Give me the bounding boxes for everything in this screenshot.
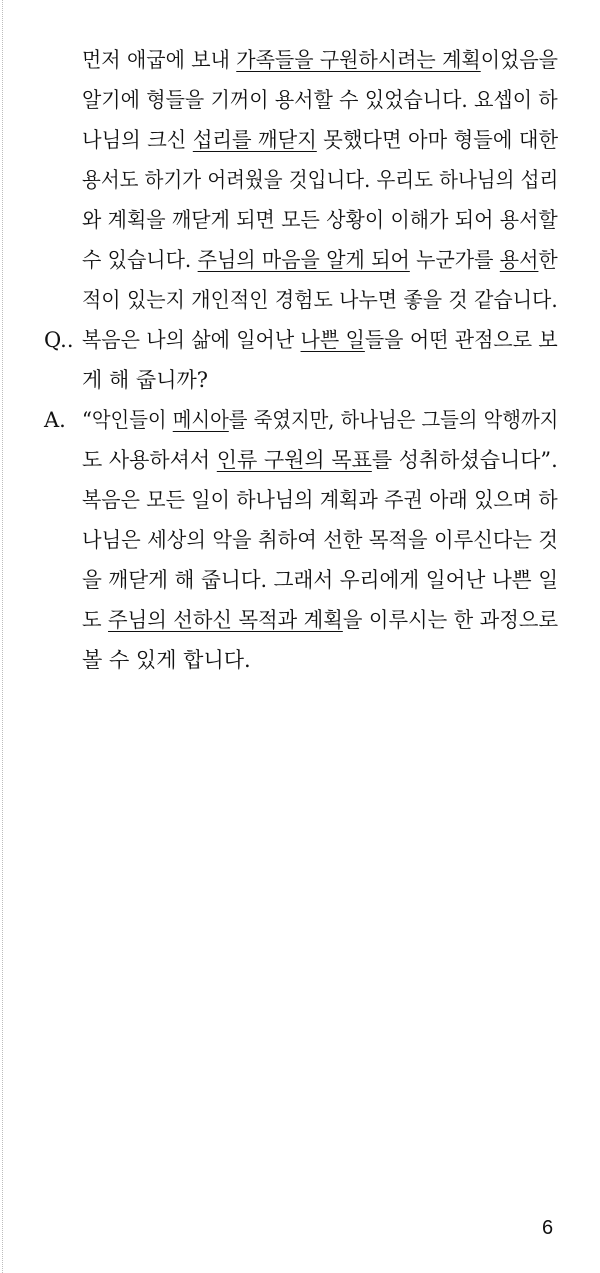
text-run: 복음은 나의 삶에 일어난	[82, 328, 301, 352]
underlined-phrase: 가족들을 구원하시려는 계획	[236, 48, 481, 72]
paragraph-line	[82, 120, 558, 160]
underlined-phrase: 섭리를 깨닫지	[192, 128, 317, 152]
page-left-border	[2, 0, 3, 1273]
text-run: 이었음을	[480, 48, 558, 72]
answer-line: 을 깨닫게 해 줍니다. 그래서 우리에게 일어난 나쁜 일	[82, 568, 559, 592]
text-run: 를 죽였지만, 하나님은 그들의 악행까지	[228, 408, 559, 432]
answer-line	[82, 600, 558, 640]
text-run: 먼저 애굽에 보내	[82, 48, 237, 72]
text-run: 를 성취하셨습니다”.	[371, 448, 558, 472]
text-run: 도	[82, 608, 109, 632]
answer-line	[82, 400, 558, 440]
paragraph-line: 적이 있는지 개인적인 경험도 나누면 좋을 것 같습니다.	[82, 288, 558, 312]
question-line	[82, 320, 558, 360]
underlined-phrase: 용서	[499, 248, 539, 272]
question-line: 게 해 줍니까?	[82, 368, 209, 392]
underlined-phrase: 메시아	[172, 408, 229, 432]
paragraph-line: 용서도 하기가 어려웠을 것입니다. 우리도 하나님의 섭리	[82, 168, 559, 192]
page-number: 6	[542, 1217, 554, 1239]
text-run: 누군가를	[409, 248, 500, 272]
text-run: 못했다면 아마 형들에 대한	[316, 128, 559, 152]
answer-line: 복음은 모든 일이 하나님의 계획과 주권 아래 있으며 하	[82, 488, 558, 512]
text-run: 들을 어떤 관점으로 보	[364, 328, 558, 352]
answer-line	[82, 440, 558, 480]
underlined-phrase: 나쁜 일	[300, 328, 365, 352]
text-run: 도 사용하셔서	[82, 448, 217, 472]
text-run: 나님의 크신	[82, 128, 193, 152]
text-run: 수 있습니다.	[82, 248, 198, 272]
text-run: 을 이루시는 한 과정으로	[342, 608, 559, 632]
answer-line: 나님은 세상의 악을 취하여 선한 목적을 이루신다는 것	[82, 528, 559, 552]
answer-line: 볼 수 있게 합니다.	[82, 648, 251, 672]
paragraph-line: 알기에 형들을 기꺼이 용서할 수 있었습니다. 요셉이 하	[82, 88, 558, 112]
paragraph-line	[82, 40, 558, 80]
text-run: “악인들이	[82, 408, 173, 432]
paragraph-line: 와 계획을 깨닫게 되면 모든 상황이 이해가 되어 용서할	[82, 208, 558, 232]
underlined-phrase: 인류 구원의 목표	[216, 448, 372, 472]
paragraph-line	[82, 240, 558, 280]
underlined-phrase: 주님의 마음을 알게 되어	[197, 248, 410, 272]
answer-marker: A.	[44, 408, 66, 432]
underlined-phrase: 주님의 선하신 목적과 계획	[108, 608, 343, 632]
text-run: 한	[538, 248, 558, 272]
question-marker: Q..	[44, 328, 74, 352]
